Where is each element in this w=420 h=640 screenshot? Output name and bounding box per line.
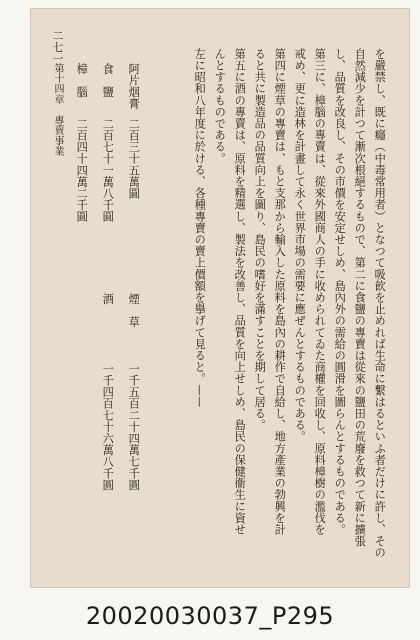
paragraph-line: し、品質を改良し、その市價を安定せしめ、島內外の需給の圓滑を圖らんとするものである。 [333, 48, 347, 536]
catalog-id: 20020030037_P295 [85, 602, 335, 630]
table-item-value: 二百三十五萬圓 [127, 118, 141, 200]
paragraph-line: 第四に煙草の專賣は、もと支那から輸入した原料を島內の耕作で自給し、地方產業の勃興を計 [273, 48, 287, 536]
table-item-label: 煙 草 [127, 293, 141, 328]
table-item-value: 一千五百二十四萬七千圓 [127, 363, 141, 491]
paragraph-line: 第五に酒の專賣は、原料を精選し、製法を改善し、品質を向上せしめ、島民の保健衞生に資せ [233, 48, 247, 536]
table-item-label: 阿片烟膏 [127, 63, 141, 110]
page-number: 二七一 [51, 30, 64, 65]
paragraph-line: 自然減少を計つて漸次根絕するもので、第二に食鹽の專賣は從來の鹽田の荒廢を救つて新に擴張 [353, 48, 367, 547]
paragraph-line: を嚴禁し、既に癮（中毒常用者）となつて吸飮を止めれば生命に繫はるといふ者だけに許し、その [373, 48, 387, 559]
table-item-label: 酒 [101, 293, 115, 305]
table-item-label: 樟 腦 [75, 63, 89, 98]
table-item-value: 二百四十四萬二千圓 [75, 118, 89, 223]
table-item-value: 一千四百七十六萬八千圓 [101, 363, 115, 491]
paragraph-line: んとするものである。 [213, 48, 227, 164]
table-item-label: 食 鹽 [101, 63, 115, 98]
table-item-value: 二百七十一萬八千圓 [101, 118, 115, 223]
paragraph-line: 戒め、更に造林を計畫して永く世界市場の需要に應ぜんとするものである。 [293, 48, 307, 443]
running-head: 第十四章 專賣事業 [52, 63, 63, 157]
book-page [30, 8, 410, 588]
paragraph-line: 左に昭和八年度に於ける、各種專賣の賣上價額を擧げて見ると。—— [193, 48, 207, 408]
paragraph-line: 第三に、樟腦の專賣は、從來外國商人の手に收められてゐた商權を回收し、原料樟樹の濫伐を [313, 48, 327, 536]
paragraph-line: ると共に製造品の品質向上を圖り、島民の嗜好を滿すことを期して居る。 [253, 48, 267, 431]
